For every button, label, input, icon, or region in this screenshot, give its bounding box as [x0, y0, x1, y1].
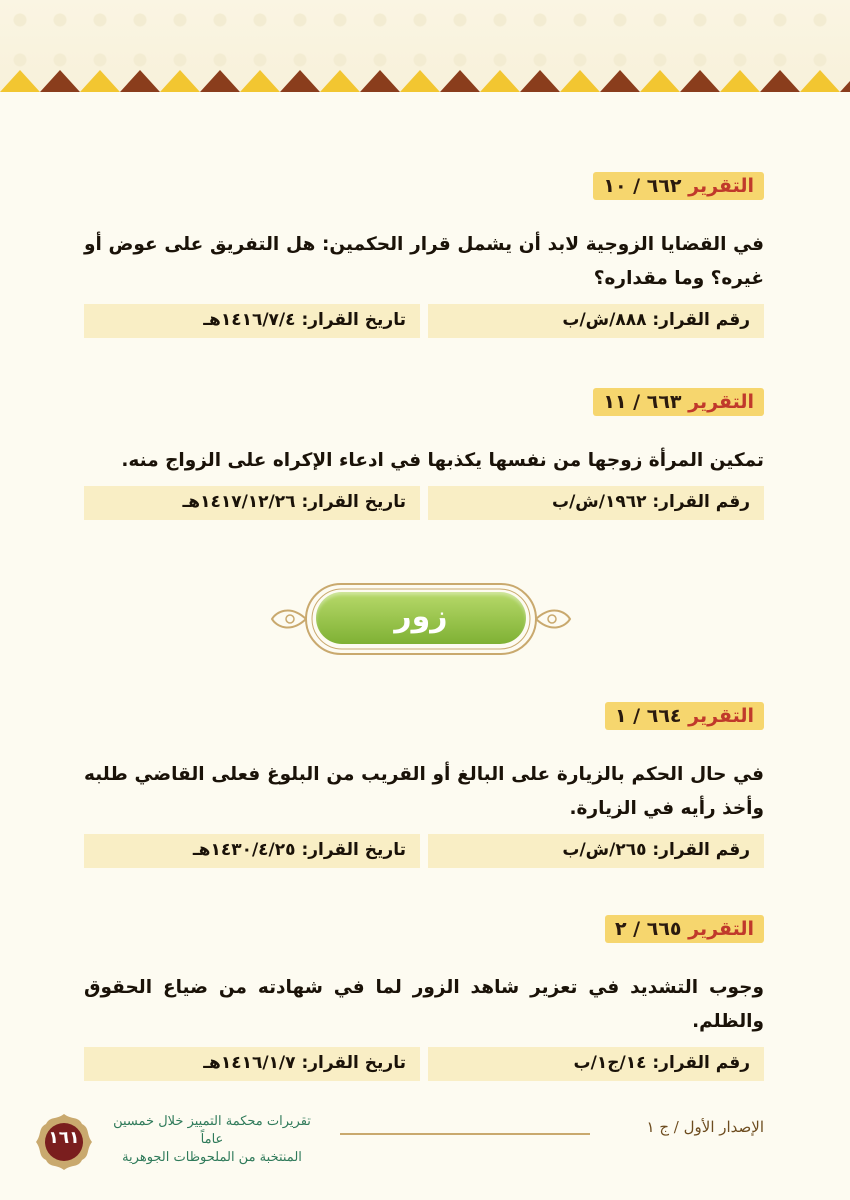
decision-date: تاريخ القرار: ١٤١٦/١/٧هـ — [84, 1047, 420, 1081]
triangle-border-icon — [0, 0, 850, 92]
decision-meta-row — [84, 486, 764, 520]
report-text: في القضايا الزوجية لابد أن يشمل قرار الحكمين: هل التفريق على عوض أو غيره؟ وما مقداره؟ — [84, 234, 764, 289]
footer-title-line1: تقريرات محكمة التمييز خلال خمسين عاماً — [113, 1114, 311, 1147]
report-label: التقرير — [688, 391, 754, 413]
decision-number: رقم القرار: ١٩٦٢/ش/ب — [428, 486, 764, 520]
decision-date: تاريخ القرار: ١٤١٧/١٢/٢٦هـ — [84, 486, 420, 520]
report-label: التقرير — [688, 705, 754, 727]
report-entry — [84, 388, 764, 520]
report-number-badge — [593, 388, 764, 416]
decision-meta-row — [84, 304, 764, 338]
footer-title-line2: المنتخبة من الملحوظات الجوهرية — [122, 1150, 302, 1165]
report-number: ٦٦٣ / ١١ — [603, 391, 682, 413]
decision-number: رقم القرار: ١٤/ج١/ب — [428, 1047, 764, 1081]
decision-meta-row — [84, 834, 764, 868]
report-text: وجوب التشديد في تعزير شاهد الزور لما في شهادته من ضياع الحقوق والظلم. — [84, 977, 764, 1032]
report-number: ٦٦٤ / ١ — [614, 705, 682, 727]
page-number: ١٦١ — [48, 1128, 80, 1148]
section-title-ornament — [268, 582, 584, 666]
decision-date: تاريخ القرار: ١٤١٦/٧/٤هـ — [84, 304, 420, 338]
footer-divider — [340, 1133, 590, 1135]
footer-book-title — [102, 1113, 322, 1167]
report-entry — [84, 915, 764, 1081]
decision-number: رقم القرار: ٨٨٨/ش/ب — [428, 304, 764, 338]
report-text: تمكين المرأة زوجها من نفسها يكذبها في ادعاء الإكراه على الزواج منه. — [121, 450, 764, 471]
report-entry — [84, 172, 764, 338]
page-number-badge — [34, 1112, 94, 1172]
report-number-badge — [605, 702, 764, 730]
report-entry — [84, 702, 764, 868]
decision-date: تاريخ القرار: ١٤٣٠/٤/٢٥هـ — [84, 834, 420, 868]
section-title: زور — [316, 592, 526, 644]
decision-meta-row — [84, 1047, 764, 1081]
report-text: في حال الحكم بالزيارة على البالغ أو القريب من البلوغ فعلى القاضي طلبه وأخذ رأيه في الزيارة. — [84, 764, 764, 819]
footer-edition: الإصدار الأول / ج ١ — [646, 1118, 764, 1136]
report-label: التقرير — [688, 918, 754, 940]
decision-number: رقم القرار: ٢٦٥/ش/ب — [428, 834, 764, 868]
top-decorative-band — [0, 0, 850, 92]
report-number: ٦٦٢ / ١٠ — [603, 175, 682, 197]
report-number-badge — [605, 915, 764, 943]
report-label: التقرير — [688, 175, 754, 197]
report-number: ٦٦٥ / ٢ — [614, 918, 682, 940]
report-number-badge — [593, 172, 764, 200]
